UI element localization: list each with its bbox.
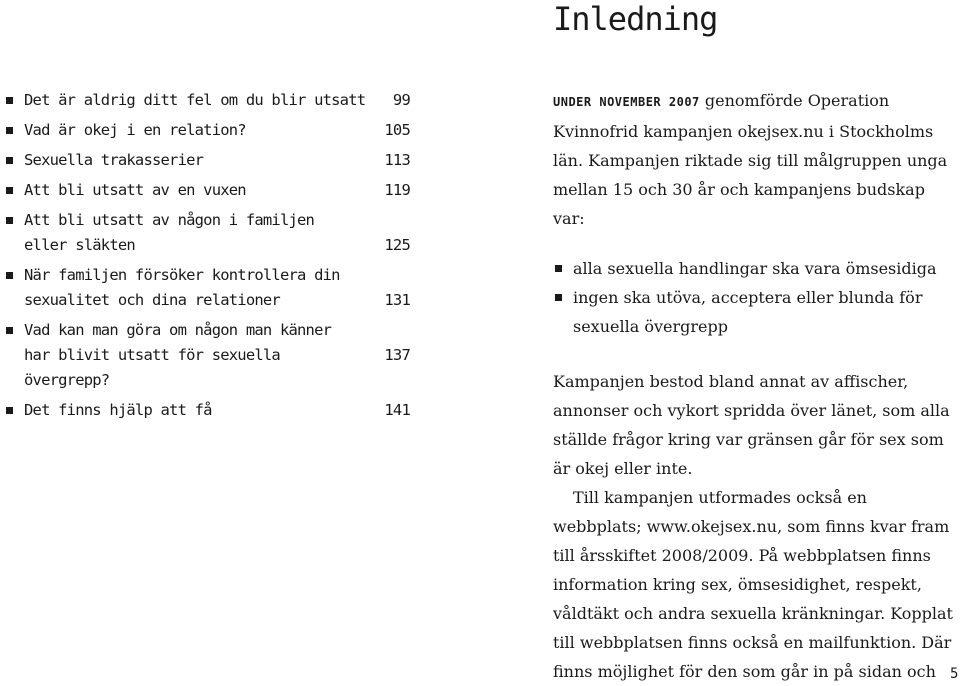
page-title: Inledning: [553, 0, 718, 38]
page-number: 5: [950, 666, 959, 682]
list-item: [553, 283, 955, 341]
toc-item-page: 137: [384, 346, 410, 364]
list-item: [553, 254, 955, 283]
paragraph: Till kampanjen utformades också en webbplats; www.okejsex.nu, som finns kvar fram till årsskiftet 2008/2009. På webbplatsen finns information kring sex, ömsesidighet, respekt, våldtäkt och andra sexuella kränkningar. Kopplat till webbplatsen finns också en mailfunktion. Där finns möjlighet för den som går in på sidan och: [553, 488, 953, 681]
toc-item-title: sexualitet och dina relationer: [24, 291, 280, 309]
list-item-text: ingen ska utöva, acceptera eller blunda för sexuella övergrepp: [573, 288, 923, 336]
square-bullet-icon: [6, 127, 13, 134]
toc-item-title-line: Att bli utsatt av någon i familjen: [24, 211, 315, 229]
toc-item[interactable]: [0, 118, 410, 143]
toc-item-page: 113: [384, 151, 410, 169]
toc-item-title: Det finns hjälp att få: [24, 401, 212, 419]
toc-item-title-line: Vad kan man göra om någon man känner: [24, 321, 332, 339]
square-bullet-icon: [6, 217, 13, 224]
square-bullet-icon: [6, 327, 13, 334]
campaign-message-list: [553, 254, 955, 341]
square-bullet-icon: [6, 407, 13, 414]
toc-item-page: 141: [384, 401, 410, 419]
intro-text: genomförde Operation Kvinnofrid kampanjen okejsex.nu i Stockholms län. Kampanjen riktade sig till målgruppen unga mellan 15 och 30 år och kampanjens budskap var:: [553, 91, 948, 228]
toc-item-title: har blivit utsatt för sexuella övergrepp?: [24, 346, 280, 389]
square-bullet-icon: [6, 97, 13, 104]
intro-paragraph: [553, 86, 955, 233]
toc-item[interactable]: [0, 208, 410, 258]
toc-item[interactable]: [0, 263, 410, 313]
list-item-text: alla sexuella handlingar ska vara ömsesidiga: [573, 259, 937, 278]
intro-lead-in: UNDER NOVEMBER 2007: [553, 95, 700, 109]
toc-item-page: 119: [384, 181, 410, 199]
toc-item[interactable]: [0, 398, 410, 423]
toc-item-page: 125: [384, 236, 410, 254]
toc-item-title: Sexuella trakasserier: [24, 151, 204, 169]
body-text-column: [553, 86, 955, 686]
toc-item-title: eller släkten: [24, 236, 135, 254]
square-bullet-icon: [6, 272, 13, 279]
toc-item[interactable]: [0, 88, 410, 113]
square-bullet-icon: [555, 265, 562, 272]
toc-item-title-line: När familjen försöker kontrollera din: [24, 266, 340, 284]
toc-item[interactable]: [0, 148, 410, 173]
toc-item-title: Vad är okej i en relation?: [24, 121, 246, 139]
toc-item-title: Att bli utsatt av en vuxen: [24, 181, 246, 199]
square-bullet-icon: [555, 294, 562, 301]
table-of-contents: [0, 88, 410, 428]
paragraph: Kampanjen bestod bland annat av affischer, annonser och vykort spridda över länet, som alla ställde frågor kring var gränsen går för sex som är okej eller inte.: [553, 372, 950, 478]
toc-item-page: 105: [384, 121, 410, 139]
toc-item-page: 131: [384, 291, 410, 309]
square-bullet-icon: [6, 187, 13, 194]
toc-item-title: Det är aldrig ditt fel om du blir utsatt: [24, 91, 366, 109]
toc-item[interactable]: [0, 178, 410, 203]
square-bullet-icon: [6, 157, 13, 164]
toc-item[interactable]: [0, 318, 410, 393]
toc-item-page: 99: [392, 91, 410, 109]
